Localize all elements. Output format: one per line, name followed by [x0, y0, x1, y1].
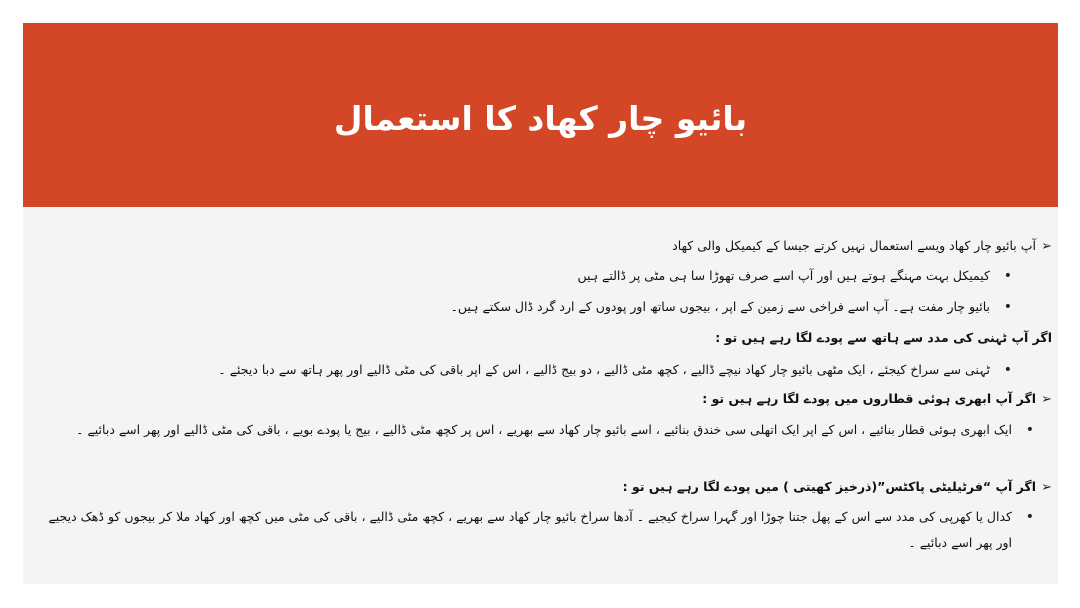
list-item [451, 299, 1012, 315]
arrow-icon: ➢ [1041, 480, 1052, 495]
bullet-icon: • [1003, 362, 1012, 378]
slide [23, 23, 1058, 584]
title-banner [23, 23, 1058, 207]
item-text: ٹہنی سے سراخ کیجئے ، ایک مٹھی بائیو چار کھاد نیچے ڈالیے ، کچھ مٹی ڈالیے ، دو بیج ڈالیے ، اس کے اپر باقی کی مٹی ڈالیے اور پھر ہاتھ سے دبا دیجئے ۔ [218, 362, 990, 377]
slide-body [23, 207, 1058, 584]
bullet-icon: • [1003, 268, 1012, 284]
section-heading [715, 330, 1052, 345]
bullet-icon: • [1003, 299, 1012, 315]
list-item [218, 362, 1012, 378]
list-item [42, 504, 1034, 556]
item-text: اگر آپ ٹہنی کی مدد سے ہاتھ سے پودے لگا رہے ہیں تو : [715, 330, 1052, 345]
arrow-icon: ➢ [1041, 239, 1052, 254]
slide-title: بائیو چار کھاد کا استعمال [333, 99, 748, 138]
section-heading [623, 479, 1052, 495]
item-text: اگر آپ “فرٹیلیٹی پاکٹس”(ذرخیز کھیتی ) میں پودے لگا رہے ہیں تو : [622, 479, 1036, 494]
arrow-icon: ➢ [1041, 392, 1052, 407]
list-item [672, 238, 1052, 254]
item-text: اگر آپ ابھری ہوئی قطاروں میں پودے لگا رہے ہیں تو : [702, 391, 1036, 406]
item-text: آپ بائیو چار کھاد ویسے استعمال نہیں کرتے جیسا کے کیمیکل والی کھاد [672, 238, 1036, 253]
item-text: کیمیکل بہت مہنگے ہوتے ہیں اور آپ اسے صرف تھوڑا سا ہی مٹی پر ڈالتے ہیں [577, 268, 990, 283]
bullet-icon: • [1025, 422, 1034, 438]
bullet-icon: • [1025, 509, 1034, 525]
item-text: کدال یا کھرپی کی مدد سے اس کے پھل جتنا چوڑا اور گہرا سراخ کیجیے ۔ آدھا سراخ بائیو چار کھاد سے بھریے ، کچھ مٹی ڈالیے ، باقی کی مٹی میں کچھ اور کھاد ملا کر بیجوں کو ڈھک دیجیے اور پھر اسے دبائیے ۔ [48, 509, 1012, 550]
section-heading [702, 391, 1052, 407]
item-text: بائیو چار مفت ہے۔ آپ اسے فراخی سے زمین کے اپر ، بیجوں ساتھ اور پودوں کے ارد گرد ڈال سکتے ہیں۔ [450, 299, 990, 314]
item-text: ایک ابھری ہوئی قطار بنائیے ، اس کے اپر ایک اتھلی سی خندق بنائیے ، اسے بائیو چار کھاد سے بھریے ، اس پر کچھ مٹی ڈالیے ، بیج یا پودے بویے ، باقی کی مٹی ڈالیے اور پھر اسے دبائیے ۔ [76, 422, 1012, 437]
list-item [42, 417, 1034, 443]
list-item [577, 268, 1012, 284]
